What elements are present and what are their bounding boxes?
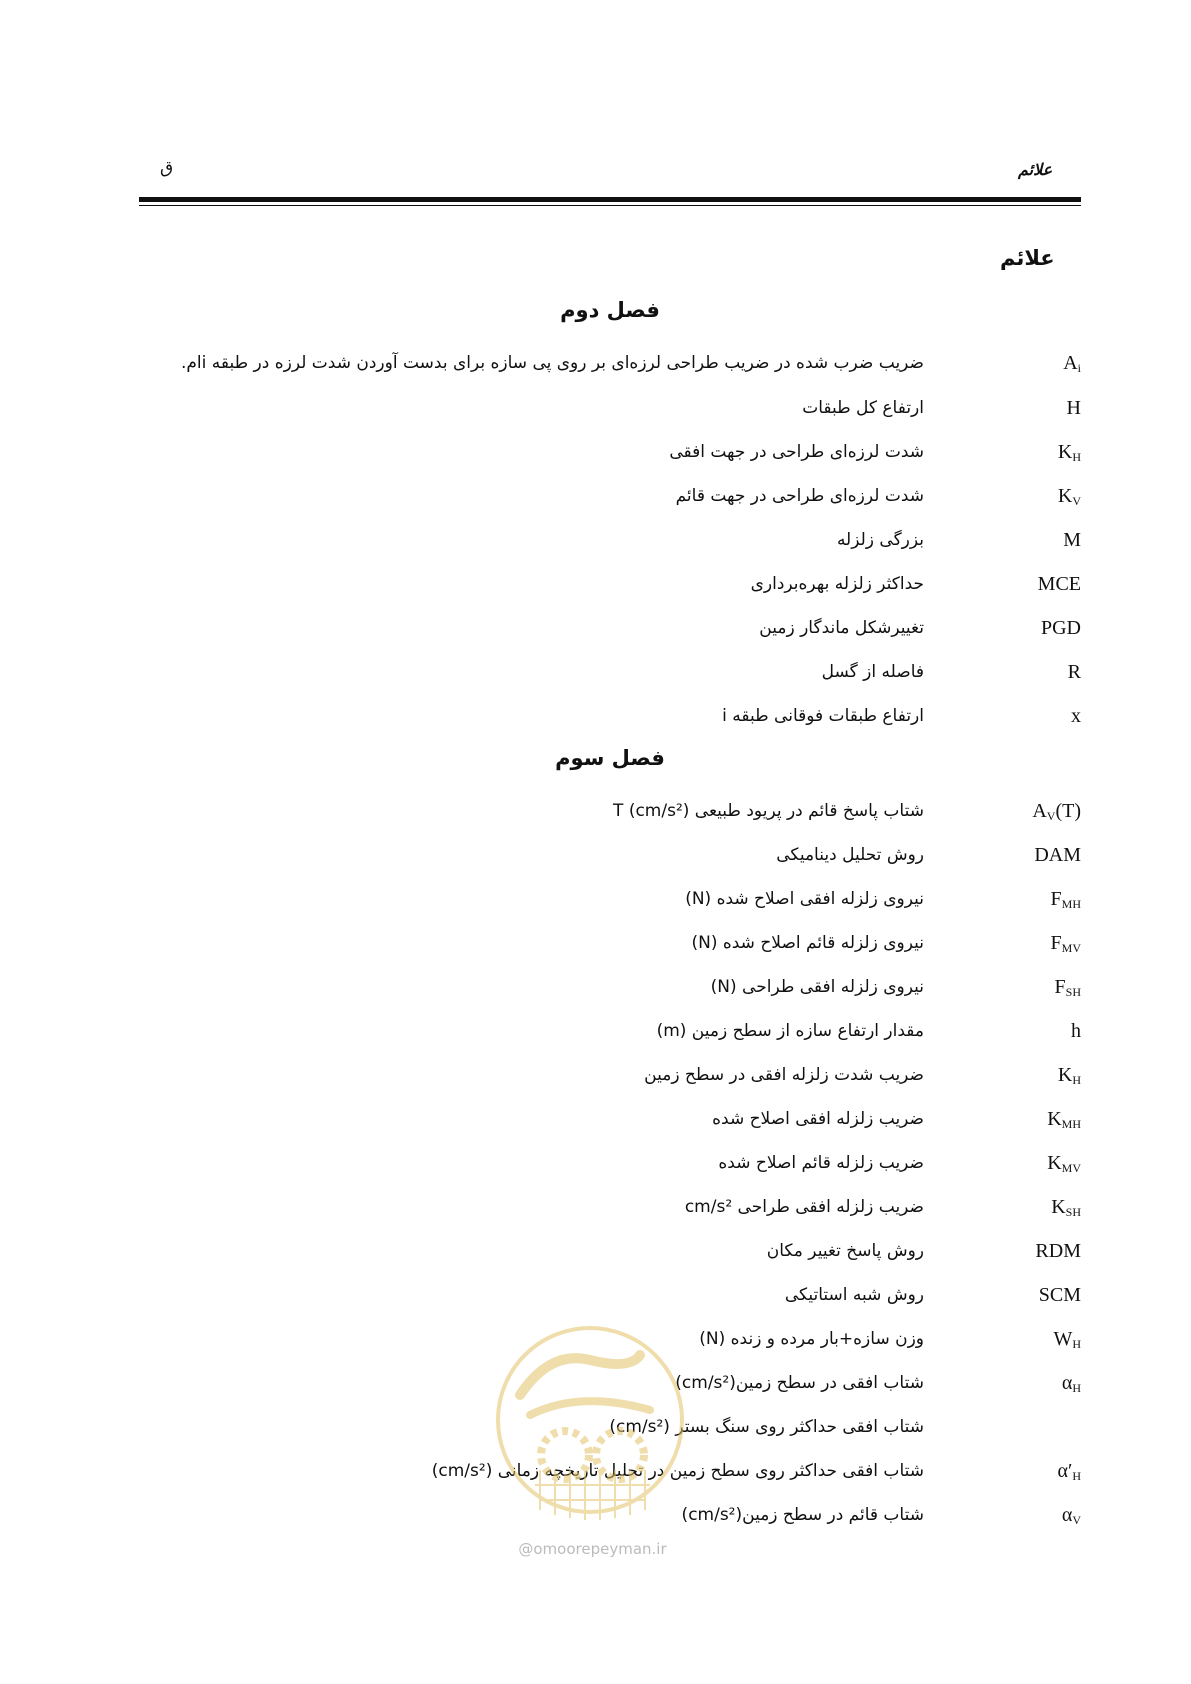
description: تغییرشکل ماندگار زمین [759,618,924,638]
list-item [139,970,1081,1004]
symbol: $K_V$ [1057,485,1081,508]
list-item [139,1278,1081,1312]
description: شتاب قائم در سطح زمین(cm/s²) [681,1505,924,1525]
symbol: $K_H$ [1057,1064,1081,1087]
description: شتاب افقی حداکثر روی سنگ بستر (cm/s²) [609,1417,924,1437]
description: وزن سازه+بار مرده و زنده (N) [699,1329,924,1349]
symbol: H [1066,397,1081,419]
description: مقدار ارتفاع سازه از سطح زمین (m) [656,1021,924,1041]
list-item [139,794,1081,828]
list-item [139,1146,1081,1180]
symbol: PGD [1040,617,1081,639]
description: ضریب شدت زلزله افقی در سطح زمین [644,1065,924,1085]
description: بزرگی زلزله [836,530,924,550]
description: شدت لرزه‌ای طراحی در جهت قائم [675,486,924,506]
list-item [139,1014,1081,1048]
page-number: ق [160,158,174,178]
symbol: $\alpha_V$ [1061,1504,1081,1527]
symbol: $K_{MV}$ [1047,1152,1081,1175]
list-item [139,523,1081,557]
description: ضریب زلزله افقی طراحی cm/s² [684,1197,924,1217]
description: شتاب پاسخ قائم در پریود طبیعی T (cm/s²) [613,801,924,821]
description: فاصله از گسل [821,662,924,682]
description: شدت لرزه‌ای طراحی در جهت افقی [669,442,924,462]
symbol: RDM [1035,1240,1081,1262]
page-title: علائم [1000,246,1055,270]
description: نیروی زلزله قائم اصلاح شده (N) [691,933,924,953]
section-title: فصل سوم [555,746,665,770]
list-item [139,926,1081,960]
header-rule [139,197,1081,202]
symbol: x [1071,705,1081,727]
list-item [139,838,1081,872]
symbol: $K_{MH}$ [1047,1108,1081,1131]
running-header: علائم [1018,160,1053,179]
symbol: $K_{SH}$ [1051,1196,1081,1219]
description: شتاب افقی در سطح زمین(cm/s²) [675,1373,924,1393]
symbol: SCM [1038,1284,1081,1306]
symbol: $F_{SH}$ [1054,976,1081,999]
section-title: فصل دوم [560,298,660,322]
list-item [139,611,1081,645]
description: روش شبه استاتیکی [784,1285,924,1305]
list-item [139,479,1081,513]
list-item [139,882,1081,916]
symbol: $A_V(T)$ [1032,800,1081,823]
symbol: h [1071,1020,1081,1042]
symbol: $W_H$ [1053,1328,1081,1351]
description: شتاب افقی حداکثر روی سطح زمین در تحلیل تاریخچه زمانی (cm/s²) [431,1461,924,1481]
description: نیروی زلزله افقی اصلاح شده (N) [685,889,924,909]
watermark-logo-icon [490,1320,690,1530]
list-item [139,567,1081,601]
description: حداکثر زلزله بهره‌برداری [750,574,924,594]
list-item [139,699,1081,733]
list-item [139,655,1081,689]
description: روش تحلیل دینامیکی [776,845,924,865]
symbol: $F_{MH}$ [1050,888,1081,911]
symbol: $\alpha_H$ [1061,1372,1081,1395]
symbol: $F_{MV}$ [1050,932,1081,955]
list-item [139,1190,1081,1224]
description: ضریب زلزله افقی اصلاح شده [712,1109,924,1129]
symbol: $A_i$ [1063,352,1081,375]
description: نیروی زلزله افقی طراحی (N) [710,977,924,997]
watermark-text: @omoorepeyman.ir [518,1540,667,1558]
list-item [139,346,1081,380]
description: ارتفاع کل طبقات [802,398,924,418]
description: ضریب ضرب شده در ضریب طراحی لرزه‌ای بر روی پی سازه برای بدست آوردن شدت لرزه در طبقه iام. [180,353,924,373]
header-rule-thin [139,205,1081,206]
description: ضریب زلزله قائم اصلاح شده [718,1153,924,1173]
description: روش پاسخ تغییر مکان [766,1241,924,1261]
symbol: R [1067,661,1081,683]
symbol: M [1063,529,1081,551]
symbol: MCE [1037,573,1081,595]
symbol: $\alpha'_H$ [1057,1460,1081,1483]
list-item [139,391,1081,425]
list-item [139,1102,1081,1136]
symbol: DAM [1034,844,1081,866]
list-item [139,435,1081,469]
list-item [139,1234,1081,1268]
list-item [139,1058,1081,1092]
symbol: $K_H$ [1057,441,1081,464]
description: ارتفاع طبقات فوقانی طبقه i [722,706,924,726]
